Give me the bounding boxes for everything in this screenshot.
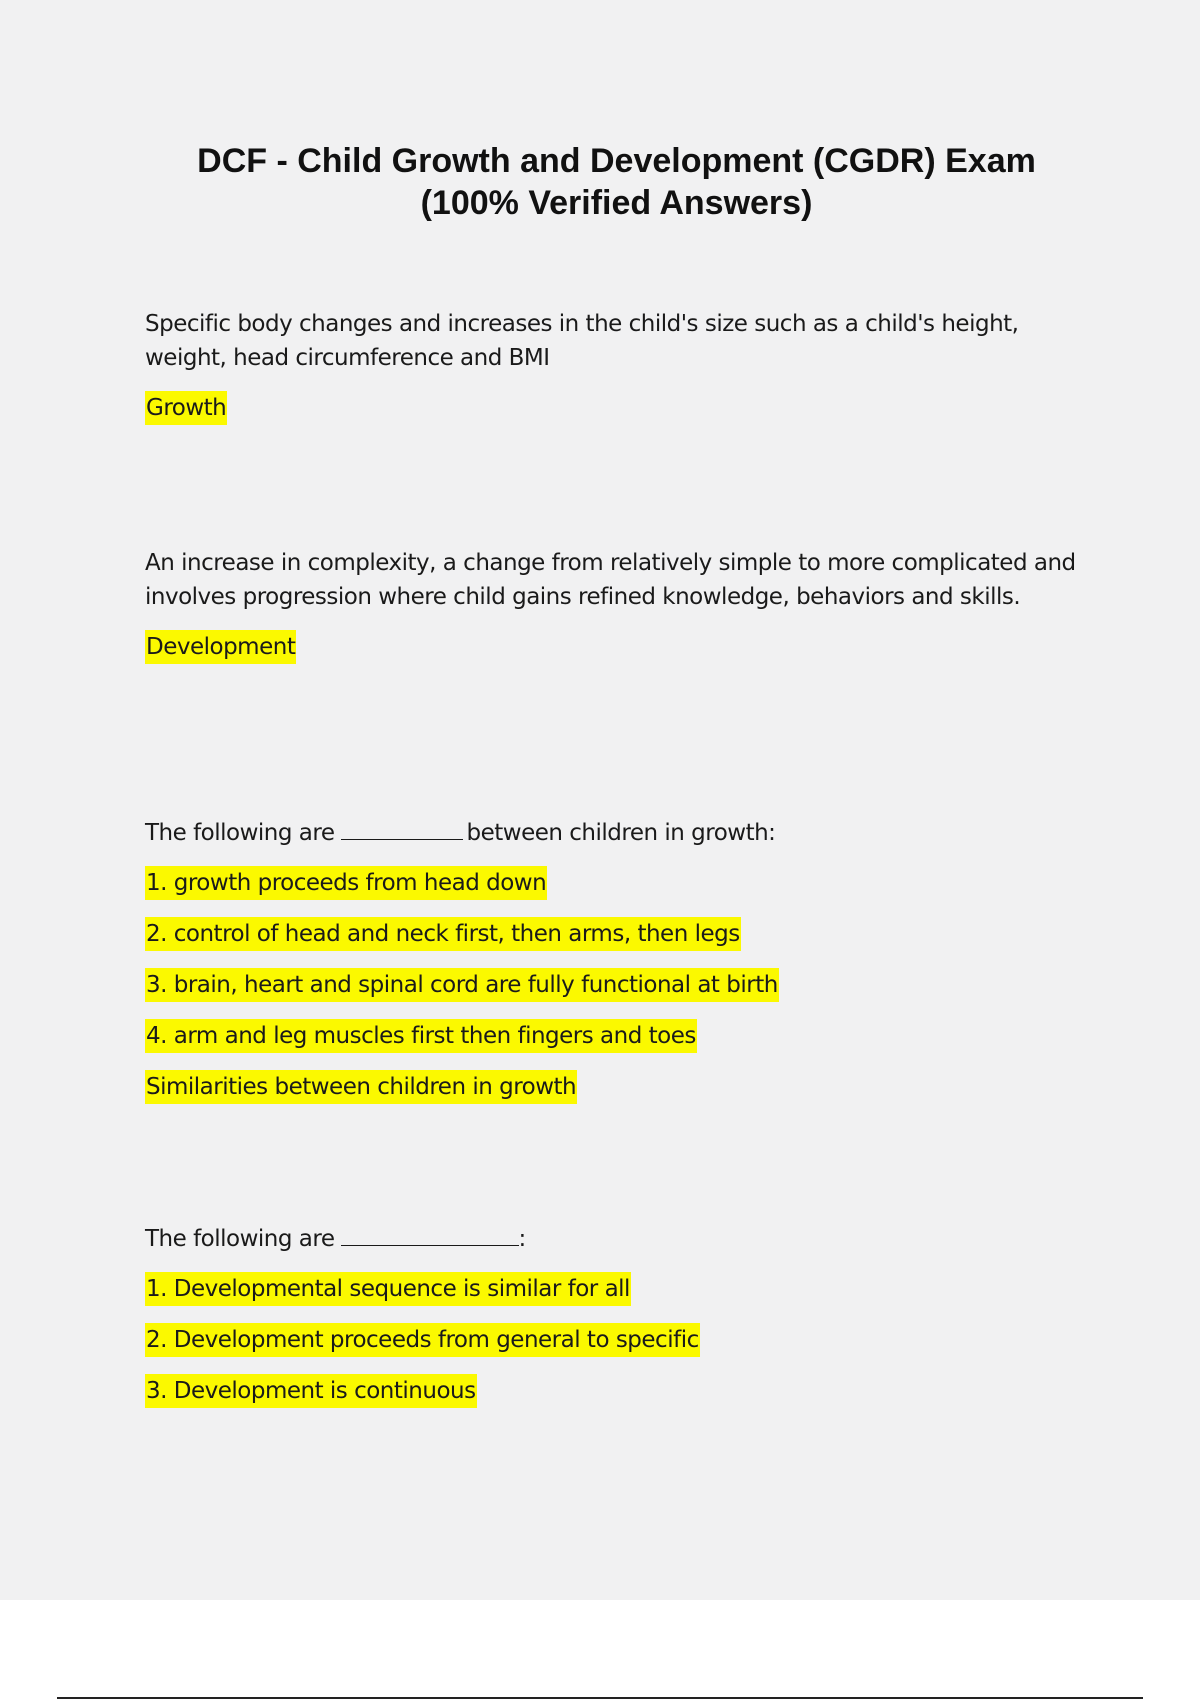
answer-highlight: Growth xyxy=(145,391,227,425)
answer-highlight: 2. Development proceeds from general to specific xyxy=(145,1323,700,1357)
document-title xyxy=(100,140,1133,224)
question-text: An increase in complexity, a change from relatively simple to more complicated and involves progression where child gains refined knowledge, behaviors and skills. xyxy=(145,550,1076,610)
qa-item-development xyxy=(145,546,1085,664)
answer-list xyxy=(145,866,1085,1121)
qa-item-similarities xyxy=(145,816,1085,1121)
question-prefix: The following are xyxy=(145,1226,335,1252)
title-line-1: DCF - Child Growth and Development (CGDR) Exam xyxy=(197,142,1036,180)
question-text: Specific body changes and increases in the child's size such as a child's height, weight, head circumference and BMI xyxy=(145,311,1019,371)
answer-list xyxy=(145,1272,1085,1425)
answer-highlight: 1. Developmental sequence is similar for all xyxy=(145,1272,631,1306)
question-suffix: between children in growth: xyxy=(466,820,776,846)
answer-highlight: 3. brain, heart and spinal cord are fully functional at birth xyxy=(145,968,779,1002)
question-suffix: : xyxy=(518,1226,526,1252)
fill-in-blank xyxy=(341,1223,519,1246)
answer-highlight: Development xyxy=(145,630,296,664)
title-line-2: (100% Verified Answers) xyxy=(420,184,813,222)
question-text xyxy=(145,816,1085,850)
question-prefix: The following are xyxy=(145,820,335,846)
footer-divider xyxy=(57,1697,1143,1699)
answer-highlight: 4. arm and leg muscles first then fingers and toes xyxy=(145,1019,697,1053)
qa-item-growth xyxy=(145,307,1085,425)
answer-highlight: 2. control of head and neck first, then arms, then legs xyxy=(145,917,741,951)
answer-highlight: 1. growth proceeds from head down xyxy=(145,866,547,900)
fill-in-blank xyxy=(341,817,463,840)
answer-highlight: Similarities between children in growth xyxy=(145,1070,577,1104)
question-text xyxy=(145,1222,1085,1256)
qa-item-principles xyxy=(145,1222,1085,1425)
answer-highlight: 3. Development is continuous xyxy=(145,1374,477,1408)
